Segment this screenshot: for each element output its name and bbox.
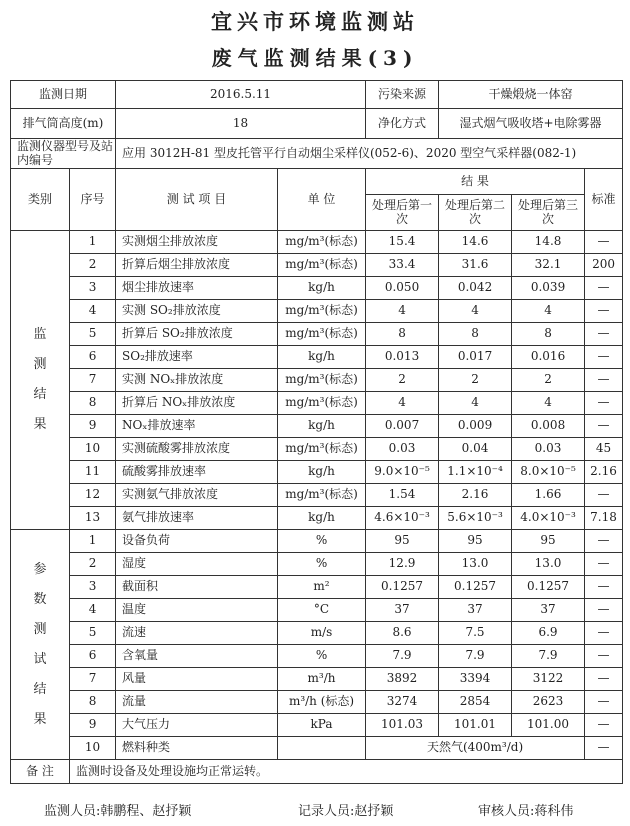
row-unit: m² — [278, 576, 366, 599]
row-result-2: 5.6×10⁻³ — [439, 507, 512, 530]
row-seq: 10 — [70, 737, 116, 760]
row-standard: — — [585, 392, 623, 415]
row-result-1: 0.007 — [366, 415, 439, 438]
header-standard: 标准 — [585, 169, 623, 231]
row-result-1: 2 — [366, 369, 439, 392]
row-item: 硫酸雾排放速率 — [116, 461, 278, 484]
row-result-3: 2623 — [512, 691, 585, 714]
row-unit: kg/h — [278, 415, 366, 438]
row-item: 设备负荷 — [116, 530, 278, 553]
group-parameter-label-text: 参数测试结果 — [33, 561, 47, 727]
row-unit: m³/h (标态) — [278, 691, 366, 714]
row-result-1: 0.050 — [366, 277, 439, 300]
row-standard: — — [585, 622, 623, 645]
row-unit: mg/m³(标态) — [278, 254, 366, 277]
row-result-1: 0.1257 — [366, 576, 439, 599]
row-result-2: 2854 — [439, 691, 512, 714]
row-standard: — — [585, 691, 623, 714]
row-result-2: 2 — [439, 369, 512, 392]
row-standard: 45 — [585, 438, 623, 461]
header-r2: 处理后第二次 — [439, 195, 512, 231]
table-row — [11, 392, 623, 415]
table-row — [11, 323, 623, 346]
purify-label: 净化方式 — [366, 109, 439, 139]
remarks-row — [11, 760, 623, 784]
row-seq: 7 — [70, 369, 116, 392]
row-result-3: 0.03 — [512, 438, 585, 461]
row-result-2: 7.5 — [439, 622, 512, 645]
row-unit: kPa — [278, 714, 366, 737]
group-monitoring-label-text: 监测结果 — [33, 327, 47, 432]
table-row — [11, 691, 623, 714]
header-r3: 处理后第三次 — [512, 195, 585, 231]
row-seq: 8 — [70, 691, 116, 714]
row-standard: — — [585, 645, 623, 668]
table-row — [11, 737, 623, 760]
row-item: 湿度 — [116, 553, 278, 576]
row-item: 风量 — [116, 668, 278, 691]
row-result-3: 8.0×10⁻⁵ — [512, 461, 585, 484]
row-seq: 9 — [70, 415, 116, 438]
header-r1: 处理后第一次 — [366, 195, 439, 231]
row-item: 流量 — [116, 691, 278, 714]
table-row — [11, 507, 623, 530]
row-result-1: 4 — [366, 300, 439, 323]
row-seq: 4 — [70, 300, 116, 323]
row-result-2: 1.1×10⁻⁴ — [439, 461, 512, 484]
row-unit: mg/m³(标态) — [278, 484, 366, 507]
row-result-3: 101.00 — [512, 714, 585, 737]
row-seq: 2 — [70, 254, 116, 277]
table-row — [11, 461, 623, 484]
row-unit: mg/m³(标态) — [278, 231, 366, 254]
table-row — [11, 668, 623, 691]
row-seq: 11 — [70, 461, 116, 484]
table-row — [11, 714, 623, 737]
row-standard: — — [585, 737, 623, 760]
row-result-1: 12.9 — [366, 553, 439, 576]
row-unit: mg/m³(标态) — [278, 300, 366, 323]
row-result-3: 13.0 — [512, 553, 585, 576]
row-result-1: 3892 — [366, 668, 439, 691]
row-result-2: 2.16 — [439, 484, 512, 507]
row-item: SO₂排放速率 — [116, 346, 278, 369]
instrument-label: 监测仪器型号及站内编号 — [11, 139, 116, 169]
row-result-2: 101.01 — [439, 714, 512, 737]
row-standard: — — [585, 277, 623, 300]
source-label: 污染来源 — [366, 81, 439, 109]
row-seq: 5 — [70, 323, 116, 346]
row-result-3: 6.9 — [512, 622, 585, 645]
row-result-1: 3274 — [366, 691, 439, 714]
table-row — [11, 369, 623, 392]
table-row — [11, 576, 623, 599]
row-result-1: 37 — [366, 599, 439, 622]
row-unit: % — [278, 553, 366, 576]
results-table — [10, 80, 623, 784]
row-unit: mg/m³(标态) — [278, 369, 366, 392]
row-item: NOₓ排放速率 — [116, 415, 278, 438]
row-result-2: 37 — [439, 599, 512, 622]
row-seq: 1 — [70, 530, 116, 553]
table-row — [11, 599, 623, 622]
header-seq: 序号 — [70, 169, 116, 231]
instrument-value: 应用 3012H-81 型皮托管平行自动烟尘采样仪(052-6)、2020 型空气采样器(082-1) — [116, 139, 623, 169]
row-standard: — — [585, 484, 623, 507]
row-result-3: 2 — [512, 369, 585, 392]
row-item: 烟尘排放速率 — [116, 277, 278, 300]
row-standard: — — [585, 300, 623, 323]
row-result-1: 15.4 — [366, 231, 439, 254]
row-result-1: 95 — [366, 530, 439, 553]
row-result-2: 13.0 — [439, 553, 512, 576]
table-row — [11, 415, 623, 438]
row-result-3: 0.039 — [512, 277, 585, 300]
table-row — [11, 231, 623, 254]
table-row — [11, 622, 623, 645]
row-seq: 6 — [70, 645, 116, 668]
row-seq: 3 — [70, 277, 116, 300]
row-result-2: 0.017 — [439, 346, 512, 369]
header-result: 结 果 — [366, 169, 585, 195]
group-parameter-label — [11, 530, 70, 760]
row-item: 燃料种类 — [116, 737, 278, 760]
table-row — [11, 645, 623, 668]
row-result-3: 0.008 — [512, 415, 585, 438]
row-item: 折算后烟尘排放浓度 — [116, 254, 278, 277]
row-result-1: 33.4 — [366, 254, 439, 277]
date-label: 监测日期 — [11, 81, 116, 109]
remarks-label: 备 注 — [11, 760, 70, 784]
row-standard: — — [585, 553, 623, 576]
row-result-3: 7.9 — [512, 645, 585, 668]
row-standard: — — [585, 323, 623, 346]
row-result-1: 101.03 — [366, 714, 439, 737]
row-item: 氨气排放速率 — [116, 507, 278, 530]
reviewer-signature: 审核人员:蒋科伟 — [478, 804, 574, 819]
remarks-value: 监测时设备及处理设施均正常运转。 — [70, 760, 623, 784]
row-result-3: 3122 — [512, 668, 585, 691]
row-standard: — — [585, 346, 623, 369]
row-standard: 7.18 — [585, 507, 623, 530]
station-title: 宜兴市环境监测站 — [211, 9, 419, 34]
row-result-3: 37 — [512, 599, 585, 622]
row-item: 流速 — [116, 622, 278, 645]
source-value: 干燥煅烧一体窑 — [439, 81, 623, 109]
row-result-2: 0.04 — [439, 438, 512, 461]
row-standard: — — [585, 231, 623, 254]
row-result-3: 32.1 — [512, 254, 585, 277]
row-unit: mg/m³(标态) — [278, 392, 366, 415]
row-seq: 5 — [70, 622, 116, 645]
row-unit: °C — [278, 599, 366, 622]
row-standard: — — [585, 369, 623, 392]
row-result-2: 4 — [439, 392, 512, 415]
row-result-1: 8 — [366, 323, 439, 346]
table-row — [11, 530, 623, 553]
height-value: 18 — [116, 109, 366, 139]
row-seq: 8 — [70, 392, 116, 415]
row-result-3: 14.8 — [512, 231, 585, 254]
row-unit: kg/h — [278, 346, 366, 369]
header-unit: 单 位 — [278, 169, 366, 231]
row-seq: 12 — [70, 484, 116, 507]
row-result-2: 14.6 — [439, 231, 512, 254]
row-item: 实测氨气排放浓度 — [116, 484, 278, 507]
report-title: 废气监测结果(3) — [211, 46, 419, 70]
row-result-1: 4 — [366, 392, 439, 415]
recorder-signature: 记录人员:赵抒颖 — [298, 804, 394, 819]
row-result-1: 8.6 — [366, 622, 439, 645]
header-item: 测 试 项 目 — [116, 169, 278, 231]
row-seq: 3 — [70, 576, 116, 599]
row-seq: 2 — [70, 553, 116, 576]
fuel-value: 天然气(400m³/d) — [366, 737, 585, 760]
row-standard: — — [585, 714, 623, 737]
row-result-2: 0.1257 — [439, 576, 512, 599]
row-result-3: 4.0×10⁻³ — [512, 507, 585, 530]
row-result-3: 0.1257 — [512, 576, 585, 599]
height-label: 排气筒高度(m) — [11, 109, 116, 139]
row-seq: 9 — [70, 714, 116, 737]
row-seq: 13 — [70, 507, 116, 530]
row-result-1: 0.013 — [366, 346, 439, 369]
row-unit: kg/h — [278, 277, 366, 300]
row-result-2: 31.6 — [439, 254, 512, 277]
row-result-1: 1.54 — [366, 484, 439, 507]
row-unit: m/s — [278, 622, 366, 645]
table-row — [11, 484, 623, 507]
row-unit: mg/m³(标态) — [278, 323, 366, 346]
row-result-1: 0.03 — [366, 438, 439, 461]
table-row — [11, 254, 623, 277]
table-row — [11, 300, 623, 323]
group-monitoring-label — [11, 231, 70, 530]
row-unit: % — [278, 530, 366, 553]
row-result-1: 9.0×10⁻⁵ — [366, 461, 439, 484]
row-standard: 200 — [585, 254, 623, 277]
row-result-2: 3394 — [439, 668, 512, 691]
row-result-2: 0.009 — [439, 415, 512, 438]
row-unit: m³/h — [278, 668, 366, 691]
row-standard: — — [585, 576, 623, 599]
header-category: 类别 — [11, 169, 70, 231]
row-item: 实测烟尘排放浓度 — [116, 231, 278, 254]
purify-value: 湿式烟气吸收塔+电除雾器 — [439, 109, 623, 139]
table-row — [11, 438, 623, 461]
row-item: 大气压力 — [116, 714, 278, 737]
row-seq: 10 — [70, 438, 116, 461]
row-seq: 4 — [70, 599, 116, 622]
row-item: 折算后 NOₓ排放浓度 — [116, 392, 278, 415]
row-seq: 6 — [70, 346, 116, 369]
row-standard: — — [585, 668, 623, 691]
row-item: 实测 NOₓ排放浓度 — [116, 369, 278, 392]
row-item: 实测 SO₂排放浓度 — [116, 300, 278, 323]
row-item: 截面积 — [116, 576, 278, 599]
table-row — [11, 277, 623, 300]
table-row — [11, 553, 623, 576]
row-unit-empty — [278, 737, 366, 760]
row-result-3: 4 — [512, 300, 585, 323]
row-result-2: 8 — [439, 323, 512, 346]
row-standard: — — [585, 530, 623, 553]
row-item: 含氧量 — [116, 645, 278, 668]
row-result-2: 95 — [439, 530, 512, 553]
row-standard: — — [585, 599, 623, 622]
row-result-3: 4 — [512, 392, 585, 415]
row-result-2: 0.042 — [439, 277, 512, 300]
row-seq: 7 — [70, 668, 116, 691]
row-item: 实测硫酸雾排放浓度 — [116, 438, 278, 461]
row-result-2: 4 — [439, 300, 512, 323]
row-item: 折算后 SO₂排放浓度 — [116, 323, 278, 346]
row-unit: kg/h — [278, 461, 366, 484]
row-result-3: 95 — [512, 530, 585, 553]
row-unit: % — [278, 645, 366, 668]
date-value: 2016.5.11 — [116, 81, 366, 109]
row-item: 温度 — [116, 599, 278, 622]
row-unit: kg/h — [278, 507, 366, 530]
row-standard: — — [585, 415, 623, 438]
row-result-3: 0.016 — [512, 346, 585, 369]
row-result-3: 1.66 — [512, 484, 585, 507]
row-unit: mg/m³(标态) — [278, 438, 366, 461]
row-seq: 1 — [70, 231, 116, 254]
row-result-3: 8 — [512, 323, 585, 346]
monitor-signature: 监测人员:韩鹏程、赵抒颖 — [44, 804, 192, 819]
row-result-1: 7.9 — [366, 645, 439, 668]
row-result-2: 7.9 — [439, 645, 512, 668]
row-standard: 2.16 — [585, 461, 623, 484]
table-row — [11, 346, 623, 369]
row-result-1: 4.6×10⁻³ — [366, 507, 439, 530]
